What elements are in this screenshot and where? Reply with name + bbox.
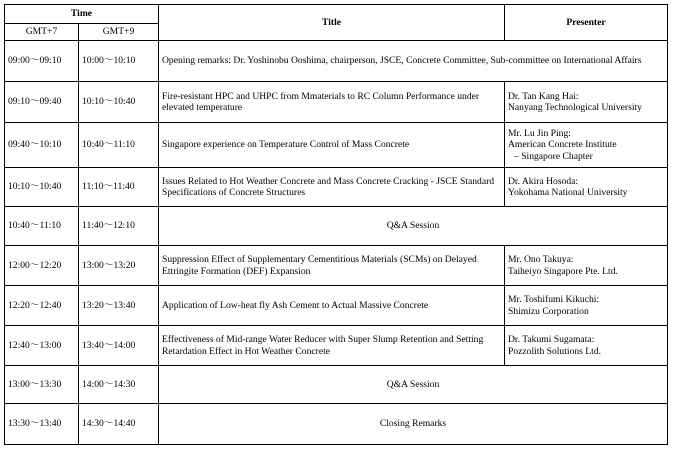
time-gmt7: 09:00～09:10 <box>5 41 79 82</box>
presenter-name: Mr. Lu Jin Ping: <box>508 127 571 139</box>
session-title: Opening remarks: Dr. Yoshinobu Ooshima, chairperson, JSCE, Concrete Committee, Sub-committee on International Affairs <box>159 41 668 82</box>
table-row <box>5 207 668 246</box>
table-row <box>5 82 668 123</box>
presenter-affiliation-chapter: – Singapore Chapter <box>514 150 593 162</box>
table-row <box>5 246 668 286</box>
time-gmt9: 11:40～12:10 <box>79 207 159 246</box>
table-row <box>5 366 668 404</box>
schedule-table <box>4 4 668 445</box>
session-title: Suppression Effect of Supplementary Cementitious Materials (SCMs) on Delayed Ettringite Formation (DEF) Expansion <box>159 246 505 286</box>
title-header: Title <box>159 5 505 41</box>
time-gmt9: 13:00～13:20 <box>79 246 159 286</box>
table-row <box>5 168 668 207</box>
time-gmt9: 11:10～11:40 <box>79 168 159 207</box>
time-gmt9: 10:00～10:10 <box>79 41 159 82</box>
gmt9-header: GMT+9 <box>79 24 159 41</box>
session-title: Q&A Session <box>159 366 668 404</box>
time-gmt7: 10:10～10:40 <box>5 168 79 207</box>
time-gmt9: 13:40～14:00 <box>79 326 159 366</box>
session-title: Effectiveness of Mid-range Water Reducer with Super Slump Retention and Setting Retardation Effect in Hot Weather Concrete <box>159 326 505 366</box>
gmt7-header: GMT+7 <box>5 24 79 41</box>
presenter-name: Dr. Tan Kang Hai: <box>508 90 579 102</box>
time-gmt7: 09:10～09:40 <box>5 82 79 123</box>
presenter-name: Mr. Toshifumi Kikuchi: <box>508 294 600 305</box>
time-gmt9: 10:10～10:40 <box>79 82 159 123</box>
presenter-cell <box>505 123 668 168</box>
presenter-affiliation: Yokohama National University <box>508 187 628 198</box>
table-row <box>5 41 668 82</box>
time-gmt7: 12:00～12:20 <box>5 246 79 286</box>
presenter-affiliation: American Concrete Institute <box>508 139 617 151</box>
time-gmt9: 13:20～13:40 <box>79 286 159 326</box>
session-title: Q&A Session <box>159 207 668 246</box>
time-gmt7: 13:00～13:30 <box>5 366 79 404</box>
session-title: Issues Related to Hot Weather Concrete and Mass Concrete Cracking - JSCE Standard Specifications of Concrete Structures <box>159 168 505 207</box>
presenter-cell <box>505 326 668 366</box>
table-row <box>5 123 668 168</box>
presenter-affiliation: Pozzolith Solutions Ltd. <box>508 345 602 357</box>
session-title: Fire-resistant HPC and UHPC from Mmaterials to RC Column Performance under elevated temperature <box>159 82 505 123</box>
time-gmt7: 13:30～13:40 <box>5 404 79 445</box>
time-header: Time <box>5 5 159 24</box>
presenter-affiliation: Nanyang Technological University <box>508 102 642 113</box>
presenter-name: Dr. Akira Hosoda: <box>508 175 579 187</box>
table-row <box>5 404 668 445</box>
time-gmt9: 14:00～14:30 <box>79 366 159 404</box>
schedule-container <box>4 4 668 445</box>
time-gmt9: 10:40～11:10 <box>79 123 159 168</box>
session-title: Closing Remarks <box>159 404 668 445</box>
time-gmt7: 12:20～12:40 <box>5 286 79 326</box>
presenter-affiliation: Shimizu Corporation <box>508 305 589 317</box>
time-gmt9: 14:30～14:40 <box>79 404 159 445</box>
presenter-cell <box>505 82 668 123</box>
presenter-cell <box>505 286 668 326</box>
presenter-cell <box>505 246 668 286</box>
time-gmt7: 09:40～10:10 <box>5 123 79 168</box>
session-title: Application of Low-heat fly Ash Cement to Actual Massive Concrete <box>159 286 505 326</box>
table-row <box>5 326 668 366</box>
time-gmt7: 12:40～13:00 <box>5 326 79 366</box>
presenter-name: Dr. Takumi Sugamata: <box>508 334 595 345</box>
presenter-affiliation: Taiheiyo Singapore Pte. Ltd. <box>508 265 618 277</box>
presenter-cell <box>505 168 668 207</box>
presenter-name: Mr. Ono Takuya: <box>508 254 574 265</box>
session-title: Singapore experience on Temperature Control of Mass Concrete <box>159 123 505 168</box>
presenter-header: Presenter <box>505 5 668 41</box>
time-gmt7: 10:40～11:10 <box>5 207 79 246</box>
header-row <box>5 5 668 24</box>
table-row <box>5 286 668 326</box>
